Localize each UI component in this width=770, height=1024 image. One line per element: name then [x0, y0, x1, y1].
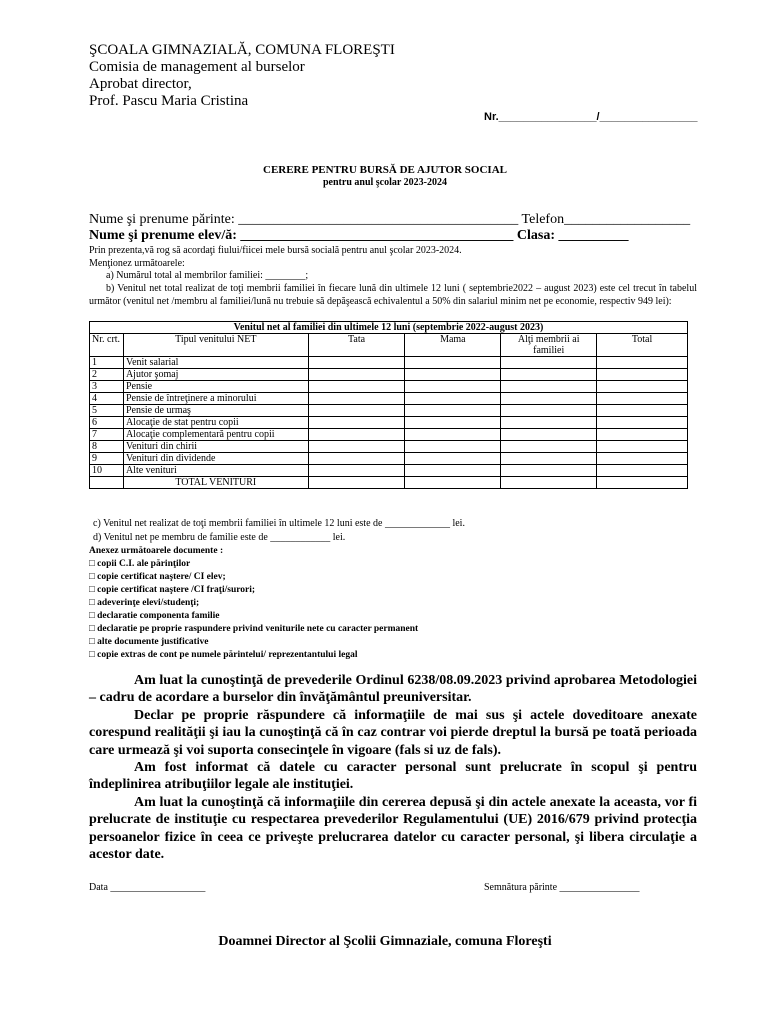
- income-type: Venituri din dividende: [123, 453, 308, 465]
- document-subtitle: pentru anul şcolar 2023-2024: [323, 177, 447, 188]
- mother-income-cell[interactable]: [405, 453, 501, 465]
- mother-total-cell[interactable]: [405, 477, 501, 489]
- row-number: 5: [90, 405, 124, 417]
- father-income-cell[interactable]: [308, 453, 405, 465]
- document-item[interactable]: □ copii C.I. ale părinţilor: [89, 559, 191, 569]
- mother-income-cell[interactable]: [405, 417, 501, 429]
- other-income-cell[interactable]: [501, 369, 597, 381]
- table-row: [90, 357, 688, 369]
- total-income-cell[interactable]: [597, 357, 688, 369]
- income-table-header: [90, 334, 688, 357]
- header-cell-father: Tata: [308, 334, 405, 357]
- director-name: Prof. Pascu Maria Cristina: [89, 93, 249, 109]
- table-row: [90, 429, 688, 441]
- other-income-cell[interactable]: [501, 381, 597, 393]
- income-type: Alte venituri: [123, 465, 308, 477]
- income-type: Alocaţie complementară pentru copii: [123, 429, 308, 441]
- father-income-cell[interactable]: [308, 417, 405, 429]
- total-row: [90, 477, 688, 489]
- document-item[interactable]: □ copie certificat naştere/ CI elev;: [89, 572, 226, 582]
- father-income-cell[interactable]: [308, 369, 405, 381]
- other-income-cell[interactable]: [501, 393, 597, 405]
- table-row: [90, 417, 688, 429]
- declaration-paragraph: Am luat la cunoştinţă de prevederile Ordinul 6238/08.09.2023 privind aprobarea Metodologiei – cadru de acordare a burselor din învăţământul preuniversitar.: [89, 673, 697, 706]
- father-income-cell[interactable]: [308, 393, 405, 405]
- request-text: Prin prezenta,vă rog să acordaţi fiului/fiicei mele bursă socială pentru anul şcolar 2023-2024.: [89, 245, 462, 256]
- income-type: Venit salarial: [123, 357, 308, 369]
- document-title: CERERE PENTRU BURSĂ DE AJUTOR SOCIAL: [263, 164, 507, 176]
- father-income-cell[interactable]: [308, 429, 405, 441]
- father-income-cell[interactable]: [308, 381, 405, 393]
- other-income-cell[interactable]: [501, 465, 597, 477]
- date-field[interactable]: Data ___________________: [89, 882, 206, 893]
- income-type: Pensie de întreţinere a minorului: [123, 393, 308, 405]
- document-item[interactable]: □ adeverinţe elevi/studenţi;: [89, 598, 200, 608]
- document-item[interactable]: □ copie extras de cont pe numele părintelui/ reprezentantului legal: [89, 650, 358, 660]
- total-income-cell[interactable]: [597, 405, 688, 417]
- total-income-cell[interactable]: [597, 381, 688, 393]
- attached-documents: [89, 545, 418, 662]
- commission-name: Comisia de management al burselor: [89, 59, 305, 75]
- row-number: 7: [90, 429, 124, 441]
- total-income-label: TOTAL VENITURI: [123, 477, 308, 489]
- header-cell-mother: Mama: [405, 334, 501, 357]
- row-number: 3: [90, 381, 124, 393]
- header-cell-nr: Nr. crt.: [90, 334, 124, 357]
- approval-label: Aprobat director,: [89, 76, 192, 92]
- mother-income-cell[interactable]: [405, 393, 501, 405]
- table-row: [90, 465, 688, 477]
- parent-name-line: Nume şi prenume părinte: ________________________________________ Telefon__________________: [89, 212, 691, 227]
- father-income-cell[interactable]: [308, 441, 405, 453]
- mother-income-cell[interactable]: [405, 429, 501, 441]
- row-number: 10: [90, 465, 124, 477]
- document-header: [89, 42, 395, 110]
- header-cell-total: Total: [597, 334, 688, 357]
- parent-signature-field[interactable]: Semnătura părinte ________________: [484, 882, 640, 893]
- income-table-caption: Venitul net al familiei din ultimele 12 luni (septembrie 2022-august 2023): [90, 322, 688, 334]
- grand-total-cell[interactable]: [597, 477, 688, 489]
- table-row: [90, 381, 688, 393]
- table-row: [90, 393, 688, 405]
- father-income-cell[interactable]: [308, 357, 405, 369]
- total-income-cell[interactable]: [597, 417, 688, 429]
- mother-income-cell[interactable]: [405, 465, 501, 477]
- mother-income-cell[interactable]: [405, 369, 501, 381]
- total-income-cell[interactable]: [597, 369, 688, 381]
- student-name-line: Nume şi prenume elev/ă: _______________________________________ Clasa: __________: [89, 228, 629, 243]
- father-income-cell[interactable]: [308, 405, 405, 417]
- other-income-cell[interactable]: [501, 357, 597, 369]
- school-name: ŞCOALA GIMNAZIALĂ, COMUNA FLOREŞTI: [89, 42, 395, 58]
- mention-text: Menţionez următoarele:: [89, 258, 185, 269]
- declaration-paragraph: Am luat la cunoştinţă că informaţiile din cererea depusă şi din actele anexate la aceasta, vor fi prelucrate de instituţie cu respectarea prevederilor Regulamentului (UE) 2016/679 privind protecţia persoanelor fizice în ceea ce priveşte prelucrarea datelor cu caracter personal, şi libera circulaţie a acestor date.: [89, 794, 697, 863]
- other-income-cell[interactable]: [501, 441, 597, 453]
- other-total-cell[interactable]: [501, 477, 597, 489]
- total-income-cell[interactable]: [597, 441, 688, 453]
- father-income-cell[interactable]: [308, 465, 405, 477]
- row-number: 4: [90, 393, 124, 405]
- total-income-cell[interactable]: [597, 465, 688, 477]
- document-item[interactable]: □ declaratie componenta familie: [89, 611, 220, 621]
- income-type: Pensie de urmaş: [123, 405, 308, 417]
- row-number: 9: [90, 453, 124, 465]
- row-number: 2: [90, 369, 124, 381]
- declaration-paragraph: Am fost informat că datele cu caracter personal sunt prelucrate în scopul şi pentru îndeplinirea atribuţiilor legale ale instituţiei.: [89, 760, 697, 793]
- header-cell-other-members: Alţi membrii ai familiei: [501, 334, 597, 357]
- table-row: [90, 441, 688, 453]
- mother-income-cell[interactable]: [405, 405, 501, 417]
- family-members-item: a) Numărul total al membrilor familiei: ________;: [106, 270, 309, 281]
- header-cell-type: Tipul venitului NET: [123, 334, 308, 357]
- income-statement-item: b) Venitul net total realizat de toţi membrii familiei în fiecare lună din ultimele 12 luni ( septembrie2022 – august 2023) este cel trecut în tabelul următor (venitul net /membru al familiei/lună nu trebuie să depăşească echivalentul a 50% din salariul minim net pe economie, respectiv 949 lei):: [89, 283, 697, 307]
- other-income-cell[interactable]: [501, 453, 597, 465]
- other-income-cell[interactable]: [501, 429, 597, 441]
- table-row: [90, 453, 688, 465]
- row-number: 6: [90, 417, 124, 429]
- total-income-cell[interactable]: [597, 393, 688, 405]
- table-row: [90, 405, 688, 417]
- addressee-line: Doamnei Director al Şcolii Gimnaziale, comuna Floreşti: [218, 934, 552, 949]
- declaration-paragraph: Declar pe proprie răspundere că informaţiile de mai sus şi actele doveditoare anexate corespund realităţii şi iau la cunoştinţă că în caz contrar voi pierde dreptul la bursă pe toată perioada care urmează şi voi suporta consecinţele în vigoare (fals si uz de fals).: [89, 707, 697, 758]
- row-number: 8: [90, 441, 124, 453]
- mother-income-cell[interactable]: [405, 441, 501, 453]
- income-table: [89, 321, 688, 489]
- table-row: [90, 369, 688, 381]
- registration-number: Nr.________________/________________: [484, 111, 698, 123]
- other-income-cell[interactable]: [501, 405, 597, 417]
- total-income-cell[interactable]: [597, 429, 688, 441]
- document-item[interactable]: □ copie certificat naştere /CI fraţi/surori;: [89, 585, 256, 595]
- income-type: Venituri din chirii: [123, 441, 308, 453]
- total-income-cell[interactable]: [597, 453, 688, 465]
- mother-income-cell[interactable]: [405, 357, 501, 369]
- total-income-item: c) Venitul net realizat de toţi membrii familiei în ultimele 12 luni este de _____________ lei.: [93, 518, 465, 529]
- income-type: Ajutor şomaj: [123, 369, 308, 381]
- documents-heading: Anexez următoarele documente :: [89, 546, 224, 556]
- father-total-cell[interactable]: [308, 477, 405, 489]
- mother-income-cell[interactable]: [405, 381, 501, 393]
- income-type: Pensie: [123, 381, 308, 393]
- income-per-member-item: d) Venitul net pe membru de familie este de ____________ lei.: [93, 532, 346, 543]
- declarations: [89, 672, 697, 863]
- row-number: 1: [90, 357, 124, 369]
- income-type: Alocaţie de stat pentru copii: [123, 417, 308, 429]
- other-income-cell[interactable]: [501, 417, 597, 429]
- document-item[interactable]: □ alte documente justificative: [89, 637, 209, 647]
- document-item[interactable]: □ declaratie pe proprie raspundere privind veniturile nete cu caracter permanent: [89, 624, 419, 634]
